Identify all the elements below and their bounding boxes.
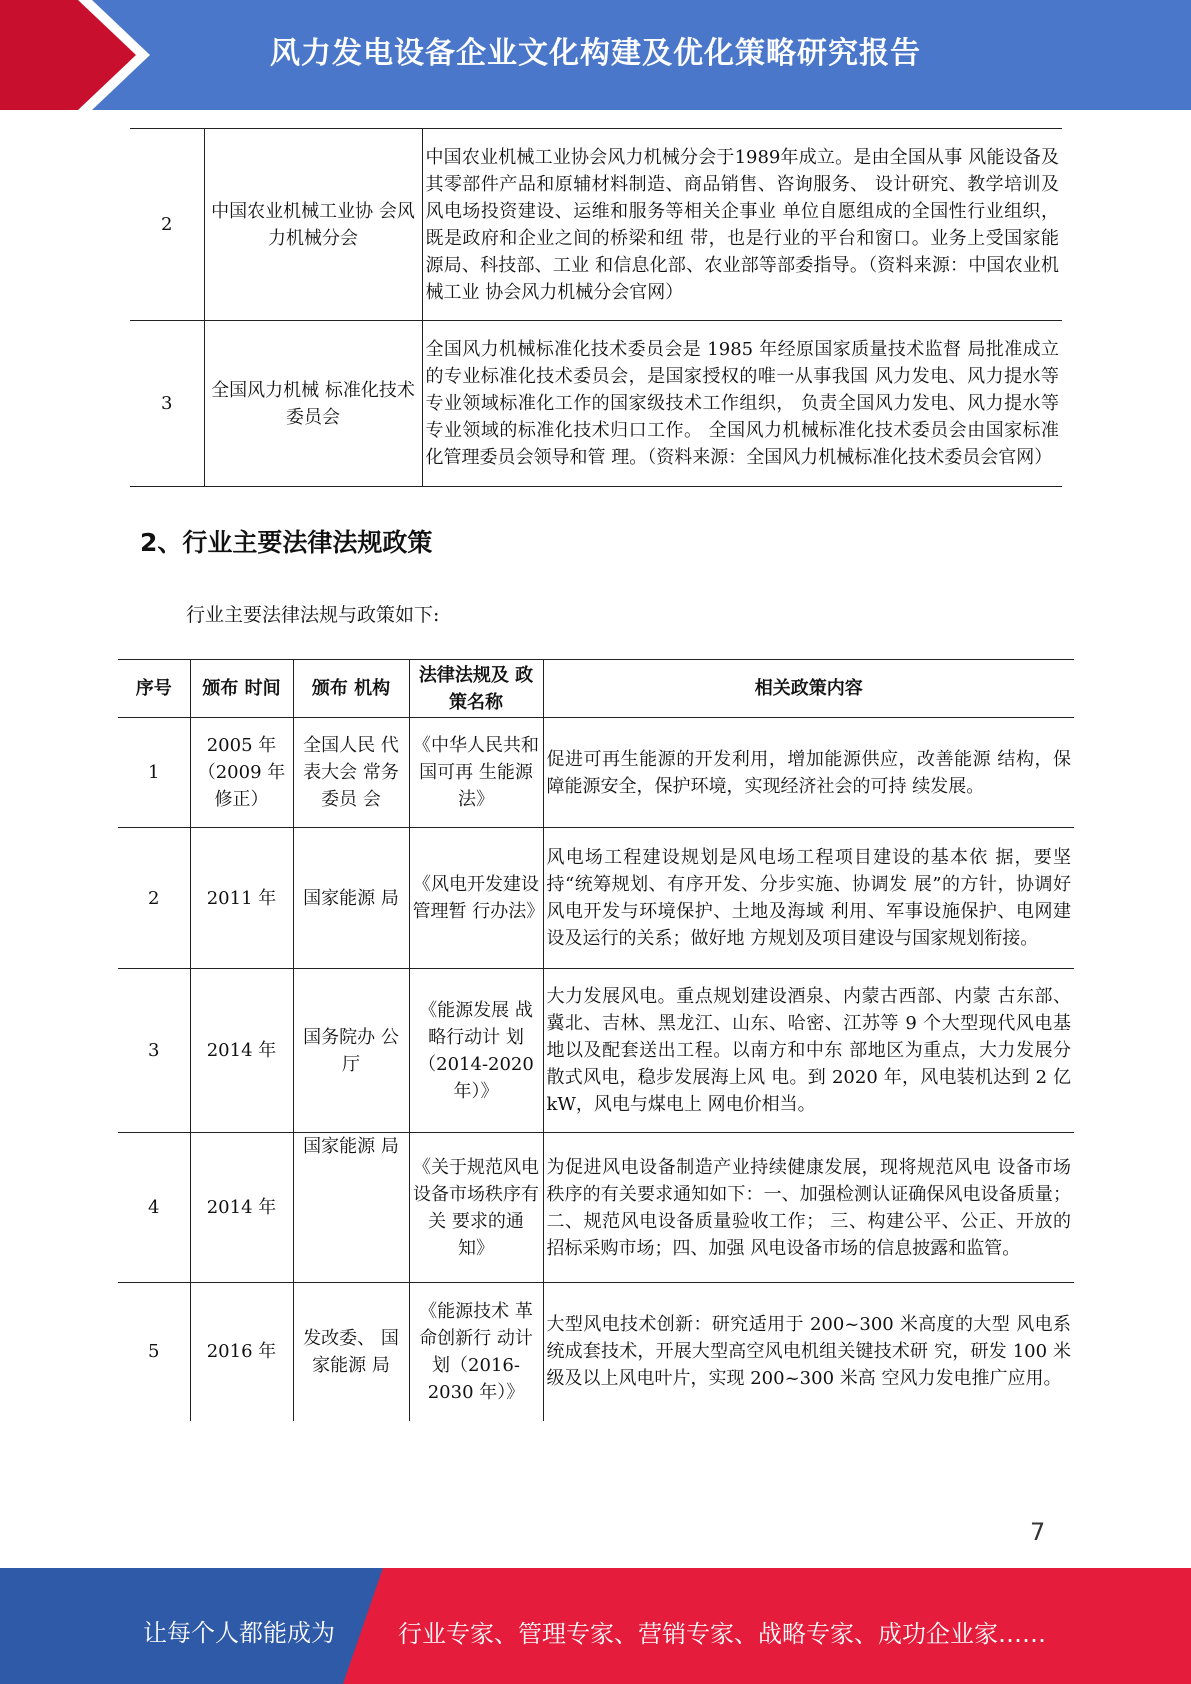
table-row [130, 321, 1062, 487]
row-number: 4 [118, 1133, 190, 1283]
table-row [118, 969, 1074, 1133]
table-row [118, 828, 1074, 969]
policy-name: 《中华人民共和国可再 生能源法》 [409, 718, 543, 828]
page-number: 7 [1030, 1518, 1046, 1546]
policy-name: 《关于规范风电设备市场秩序有关 要求的通 知》 [409, 1133, 543, 1283]
policy-name: 《风电开发建设管理暂 行办法》 [409, 828, 543, 969]
organization-name: 中国农业机械工业协 会风力机械分会 [204, 129, 422, 321]
column-header-organization: 颁布 机构 [293, 660, 409, 718]
issue-time: 2005 年（2009 年修正） [190, 718, 293, 828]
page-header [0, 0, 1191, 110]
policy-content: 大力发展风电。重点规划建设酒泉、内蒙古西部、内蒙 古东部、冀北、吉林、黑龙江、山东、哈密、江苏等 9 个大型现代风电基地以及配套送出工程。以南方和中东 部地区为重点，大力发展分散式风电，稳步发展海上风 电。到 2020 年，风电装机达到 2 亿 kW，风电与煤电上 网电价相当。 [543, 969, 1074, 1133]
column-header-number: 序号 [135, 678, 172, 699]
table-row [118, 1283, 1074, 1421]
row-number: 5 [118, 1283, 190, 1421]
policy-content: 促进可再生能源的开发利用，增加能源供应，改善能源 结构，保障能源安全，保护环境，实现经济社会的可持 续发展。 [543, 718, 1074, 828]
issue-time: 2016 年 [190, 1283, 293, 1421]
column-header-policy-content: 相关政策内容 [543, 660, 1074, 718]
section-heading: 2、行业主要法律法规政策 [140, 528, 433, 557]
issuing-organization: 国家能源 局 [293, 1133, 409, 1283]
table-row [118, 718, 1074, 828]
organization-name: 全国风力机械 标准化技术委员会 [204, 321, 422, 487]
column-header-policy-name: 法律法规及 政策名称 [409, 660, 543, 718]
policy-content: 风电场工程建设规划是风电场工程项目建设的基本依 据，要坚持“统筹规划、有序开发、分步实施、协调发 展”的方针，协调好风电开发与环境保护、土地及海域 利用、军事设施保护、电网建设及运行的关系；做好地 方规划及项目建设与国家规划衔接。 [543, 828, 1074, 969]
footer-slogan-right: 行业专家、管理专家、营销专家、战略专家、成功企业家…… [398, 1620, 1046, 1648]
issuing-organization: 国家能源 局 [293, 828, 409, 969]
row-number: 1 [118, 718, 190, 828]
issuing-organization: 全国人民 代表大会 常务委员 会 [293, 718, 409, 828]
policy-name: 《能源技术 革命创新行 动计划（2016-2030 年）》 [409, 1283, 543, 1421]
row-number: 3 [130, 321, 204, 487]
table-row [118, 1133, 1074, 1283]
policy-table [118, 659, 1074, 1421]
organization-description: 中国农业机械工业协会风力机械分会于1989年成立。是由全国从事 风能设备及其零部件产品和原辅材料制造、商品销售、咨询服务、 设计研究、教学培训及风电场投资建设、运维和服务等相关企事业 单位自愿组成的全国性行业组织，既是政府和企业之间的桥梁和纽 带，也是行业的平台和窗口。业务上受国家能源局、科技部、工业 和信息化部、农业部等部委指导。（资料来源：中国农业机械工业 协会风力机械分会官网） [422, 129, 1062, 321]
issue-time: 2014 年 [190, 969, 293, 1133]
row-number: 2 [161, 214, 173, 235]
row-number: 2 [118, 828, 190, 969]
section-intro: 行业主要法律法规与政策如下: [186, 604, 440, 626]
issuing-organization: 发改委、 国家能源 局 [293, 1283, 409, 1421]
issue-time: 2014 年 [190, 1133, 293, 1283]
policy-content: 大型风电技术创新：研究适用于 200~300 米高度的大型 风电系统成套技术，开展大型高空风电机组关键技术研 究，研发 100 米级及以上风电叶片，实现 200~300 米高 空风力发电推广应用。 [543, 1283, 1074, 1421]
document-title: 风力发电设备企业文化构建及优化策略研究报告 [270, 36, 921, 71]
policy-content: 为促进风电设备制造产业持续健康发展，现将规范风电 设备市场秩序的有关要求通知如下：一、加强检测认证确保风电设备质量；二、规范风电设备质量验收工作； 三、构建公平、公正、开放的招标采购市场；四、加强 风电设备市场的信息披露和监管。 [543, 1133, 1074, 1283]
issue-time: 2011 年 [190, 828, 293, 969]
table-row [130, 129, 1062, 321]
organization-description: 全国风力机械标准化技术委员会是 1985 年经原国家质量技术监督 局批准成立的专业标准化技术委员会，是国家授权的唯一从事我国 风力发电、风力提水等专业领域标准化工作的国家级技术工作组织， 负责全国风力发电、风力提水等专业领域的标准化技术归口工作。 全国风力机械标准化技术委员会由国家标准化管理委员会领导和管 理。（资料来源：全国风力机械标准化技术委员会官网） [422, 321, 1062, 487]
footer-slogan-left: 让每个人都能成为 [143, 1619, 335, 1647]
column-header-time: 颁布 时间 [190, 660, 293, 718]
industry-association-table [130, 128, 1062, 487]
policy-name: 《能源发展 战略行动计 划（2014-2020 年）》 [409, 969, 543, 1133]
issuing-organization: 国务院办 公厅 [293, 969, 409, 1133]
table-header-row [118, 660, 1074, 718]
row-number: 3 [118, 969, 190, 1133]
